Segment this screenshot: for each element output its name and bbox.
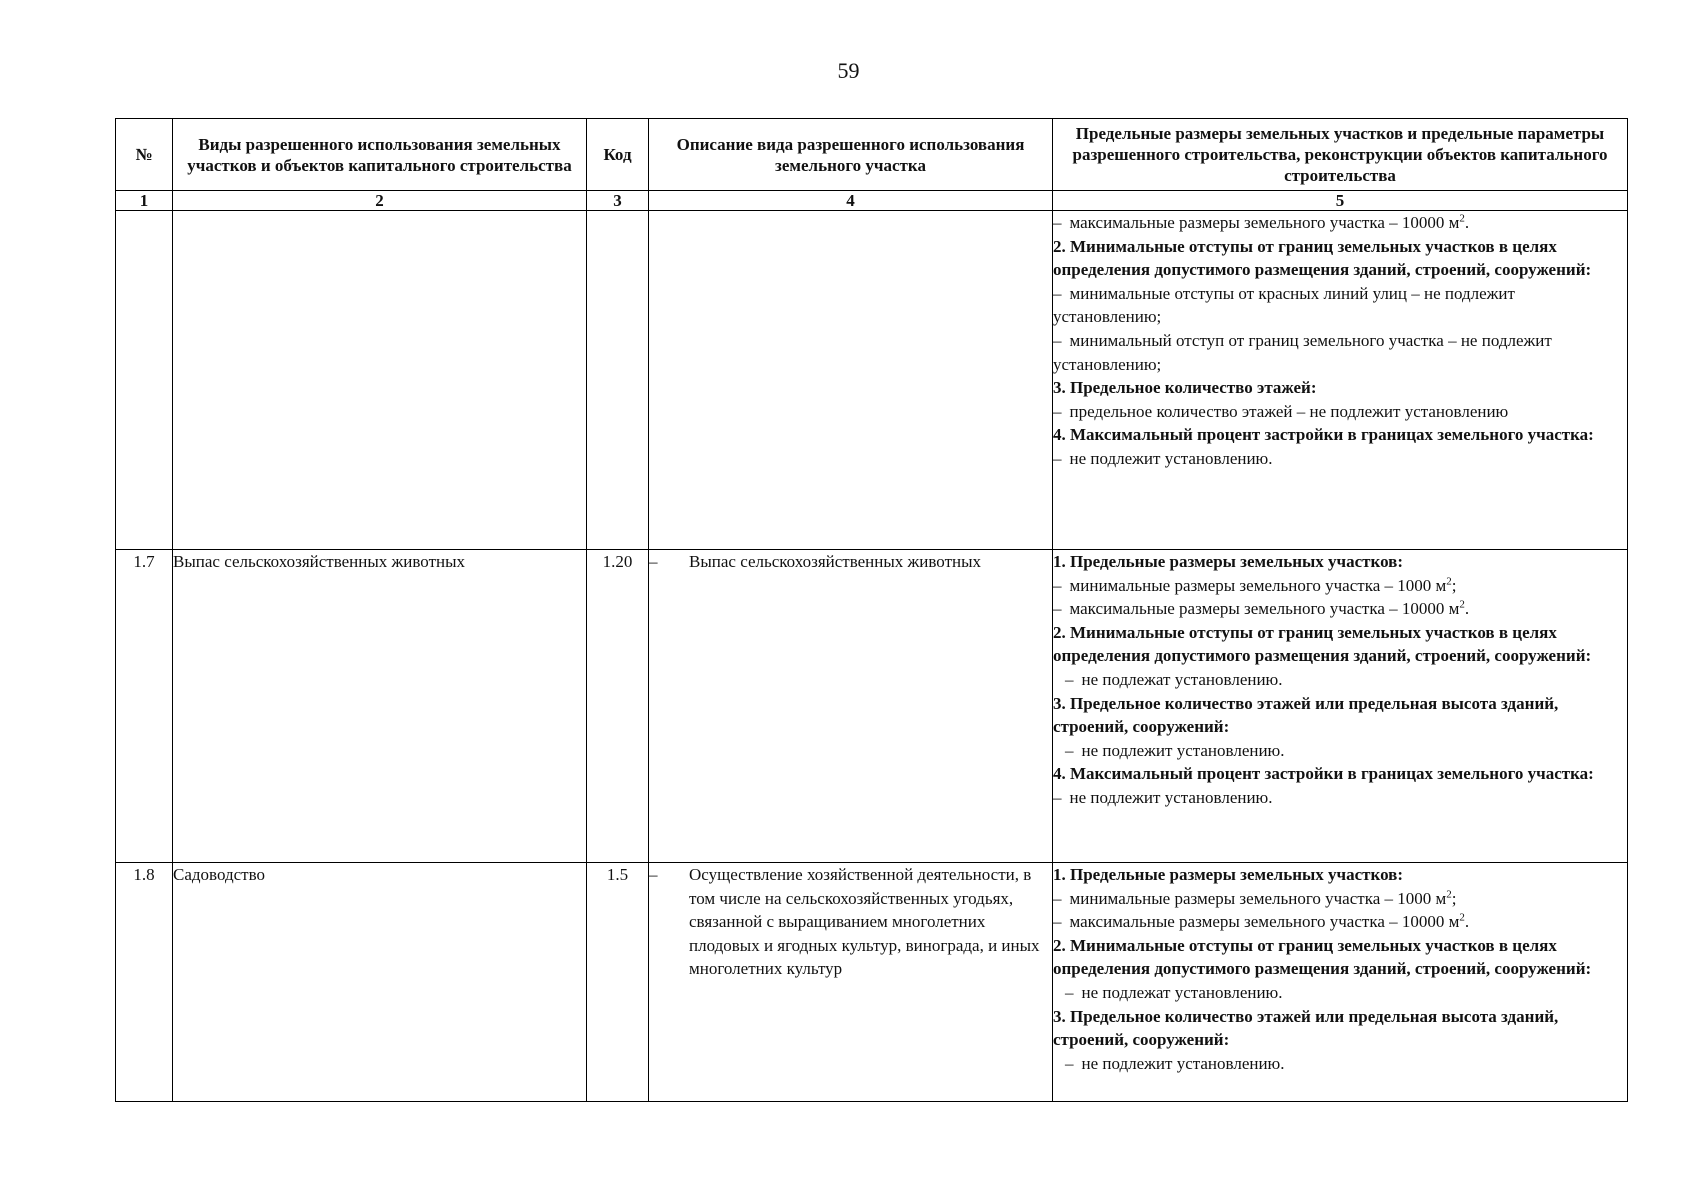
page-number: 59 xyxy=(837,58,860,83)
column-number: 5 xyxy=(1053,191,1628,211)
parameter-text: 3. Предельное количество этажей или предельная высота зданий, строений, сооружений: xyxy=(1053,1006,1559,1050)
row-description: Осуществление хозяйственной деятельности, в том числе на сельскохозяйственных угодьях, связанной с выращиванием многолетних плодовых и ягодных культур, винограда, и иных многолетних культур xyxy=(689,865,1040,979)
parameter-item xyxy=(1053,400,1627,424)
header-usage-types: Виды разрешенного использования земельных участков и объектов капитального строительства xyxy=(173,119,587,191)
row-parameters xyxy=(1053,211,1628,550)
punctuation: ; xyxy=(1451,888,1457,908)
parameter-text: максимальные размеры земельного участка – 10000 м xyxy=(1069,599,1460,619)
list-dash: – xyxy=(1065,740,1074,760)
row-description-cell xyxy=(649,211,1053,550)
table-row xyxy=(116,550,1628,863)
parameter-heading xyxy=(1053,692,1627,739)
parameter-item xyxy=(1053,597,1627,621)
parameter-heading xyxy=(1053,235,1627,282)
table-row xyxy=(116,211,1628,550)
row-parameters xyxy=(1053,863,1628,1102)
parameter-text: 2. Минимальные отступы от границ земельных участков в целях определения допустимого размещения зданий, строений, сооружений: xyxy=(1053,935,1592,979)
row-usage-name xyxy=(173,211,587,550)
parameter-item xyxy=(1053,447,1627,471)
parameter-text: 1. Предельные размеры земельных участков: xyxy=(1053,552,1404,571)
parameter-text: 3. Предельное количество этажей: xyxy=(1053,378,1317,398)
parameter-heading xyxy=(1053,621,1627,668)
parameter-item xyxy=(1053,211,1627,235)
description-dash: – xyxy=(649,552,658,571)
parameter-item xyxy=(1053,887,1627,911)
parameter-text: минимальный отступ от границ земельного участка – не подлежит установлению; xyxy=(1053,330,1552,374)
row-code: 1.20 xyxy=(587,550,649,863)
list-dash: – xyxy=(1053,599,1062,619)
parameter-text: предельное количество этажей – не подлежит установлению xyxy=(1069,401,1509,421)
parameter-heading xyxy=(1053,550,1627,574)
parameter-heading xyxy=(1053,863,1627,887)
parameter-item xyxy=(1053,786,1627,810)
parameter-text: максимальные размеры земельного участка – 10000 м xyxy=(1069,213,1460,232)
parameter-text: не подлежит установлению. xyxy=(1081,740,1285,760)
parameter-heading xyxy=(1053,762,1627,786)
table-body xyxy=(116,211,1628,1102)
parameter-text: не подлежит установлению. xyxy=(1081,1053,1285,1073)
list-dash: – xyxy=(1053,448,1062,468)
parameter-text: 2. Минимальные отступы от границ земельных участков в целях определения допустимого размещения зданий, строений, сооружений: xyxy=(1053,236,1592,280)
row-code: 1.5 xyxy=(587,863,649,1102)
header-code: Код xyxy=(587,119,649,191)
superscript: 2 xyxy=(1446,574,1452,587)
superscript: 2 xyxy=(1459,212,1465,225)
parameter-item xyxy=(1053,668,1627,692)
list-dash: – xyxy=(1053,787,1062,807)
superscript: 2 xyxy=(1446,887,1452,900)
list-dash: – xyxy=(1053,330,1062,350)
parameter-text: 2. Минимальные отступы от границ земельных участков в целях определения допустимого размещения зданий, строений, сооружений: xyxy=(1053,622,1592,666)
header-parameters: Предельные размеры земельных участков и предельные параметры разрешенного строительства, реконструкции объектов капитального строительства xyxy=(1053,119,1628,191)
row-parameters xyxy=(1053,550,1628,863)
list-dash: – xyxy=(1053,912,1062,932)
column-number: 1 xyxy=(116,191,173,211)
column-number: 4 xyxy=(649,191,1053,211)
punctuation: ; xyxy=(1451,575,1457,595)
row-usage-name: Выпас сельскохозяйственных животных xyxy=(173,550,587,863)
regulations-table xyxy=(115,118,1628,1102)
punctuation: . xyxy=(1464,912,1470,932)
superscript: 2 xyxy=(1459,598,1465,611)
superscript: 2 xyxy=(1459,911,1465,924)
row-code xyxy=(587,211,649,550)
parameter-item xyxy=(1053,282,1627,329)
column-numbers-row xyxy=(116,191,1628,211)
parameter-text: 1. Предельные размеры земельных участков: xyxy=(1053,865,1404,884)
header-description: Описание вида разрешенного использования земельного участка xyxy=(649,119,1053,191)
column-number: 2 xyxy=(173,191,587,211)
parameter-text: минимальные размеры земельного участка – 1000 м xyxy=(1069,888,1447,908)
parameter-heading xyxy=(1053,1005,1627,1052)
row-number: 1.7 xyxy=(116,550,173,863)
list-dash: – xyxy=(1065,669,1074,689)
list-dash: – xyxy=(1053,213,1062,232)
parameter-item xyxy=(1053,329,1627,376)
parameter-heading xyxy=(1053,423,1627,447)
parameter-text: не подлежат установлению. xyxy=(1081,669,1283,689)
punctuation: . xyxy=(1464,599,1470,619)
parameter-item xyxy=(1053,1052,1627,1076)
parameter-text: минимальные размеры земельного участка – 1000 м xyxy=(1069,575,1447,595)
parameter-text: не подлежит установлению. xyxy=(1069,787,1273,807)
parameter-heading xyxy=(1053,376,1627,400)
parameter-item xyxy=(1053,739,1627,763)
list-dash: – xyxy=(1065,1053,1074,1073)
punctuation: . xyxy=(1464,213,1470,232)
table-header-row xyxy=(116,119,1628,191)
table-row xyxy=(116,863,1628,1102)
list-dash: – xyxy=(1053,283,1062,303)
list-dash: – xyxy=(1053,888,1062,908)
list-dash: – xyxy=(1053,401,1062,421)
parameter-item xyxy=(1053,981,1627,1005)
parameter-item xyxy=(1053,574,1627,598)
parameter-text: не подлежит установлению. xyxy=(1069,448,1273,468)
header-number: № xyxy=(116,119,173,191)
parameter-item xyxy=(1053,910,1627,934)
parameter-heading xyxy=(1053,934,1627,981)
row-number xyxy=(116,211,173,550)
description-dash: – xyxy=(649,865,658,884)
row-description-cell xyxy=(649,863,1053,1102)
row-number: 1.8 xyxy=(116,863,173,1102)
parameter-text: максимальные размеры земельного участка – 10000 м xyxy=(1069,912,1460,932)
parameter-text: 4. Максимальный процент застройки в границах земельного участка: xyxy=(1053,764,1594,784)
parameter-text: 4. Максимальный процент застройки в границах земельного участка: xyxy=(1053,425,1594,445)
row-description-cell xyxy=(649,550,1053,863)
list-dash: – xyxy=(1053,575,1062,595)
parameter-text: не подлежат установлению. xyxy=(1081,982,1283,1002)
row-description: Выпас сельскохозяйственных животных xyxy=(689,552,982,571)
parameter-text: 3. Предельное количество этажей или предельная высота зданий, строений, сооружений: xyxy=(1053,693,1559,737)
column-number: 3 xyxy=(587,191,649,211)
row-usage-name: Садоводство xyxy=(173,863,587,1102)
parameter-text: минимальные отступы от красных линий улиц – не подлежит установлению; xyxy=(1053,283,1515,327)
list-dash: – xyxy=(1065,982,1074,1002)
